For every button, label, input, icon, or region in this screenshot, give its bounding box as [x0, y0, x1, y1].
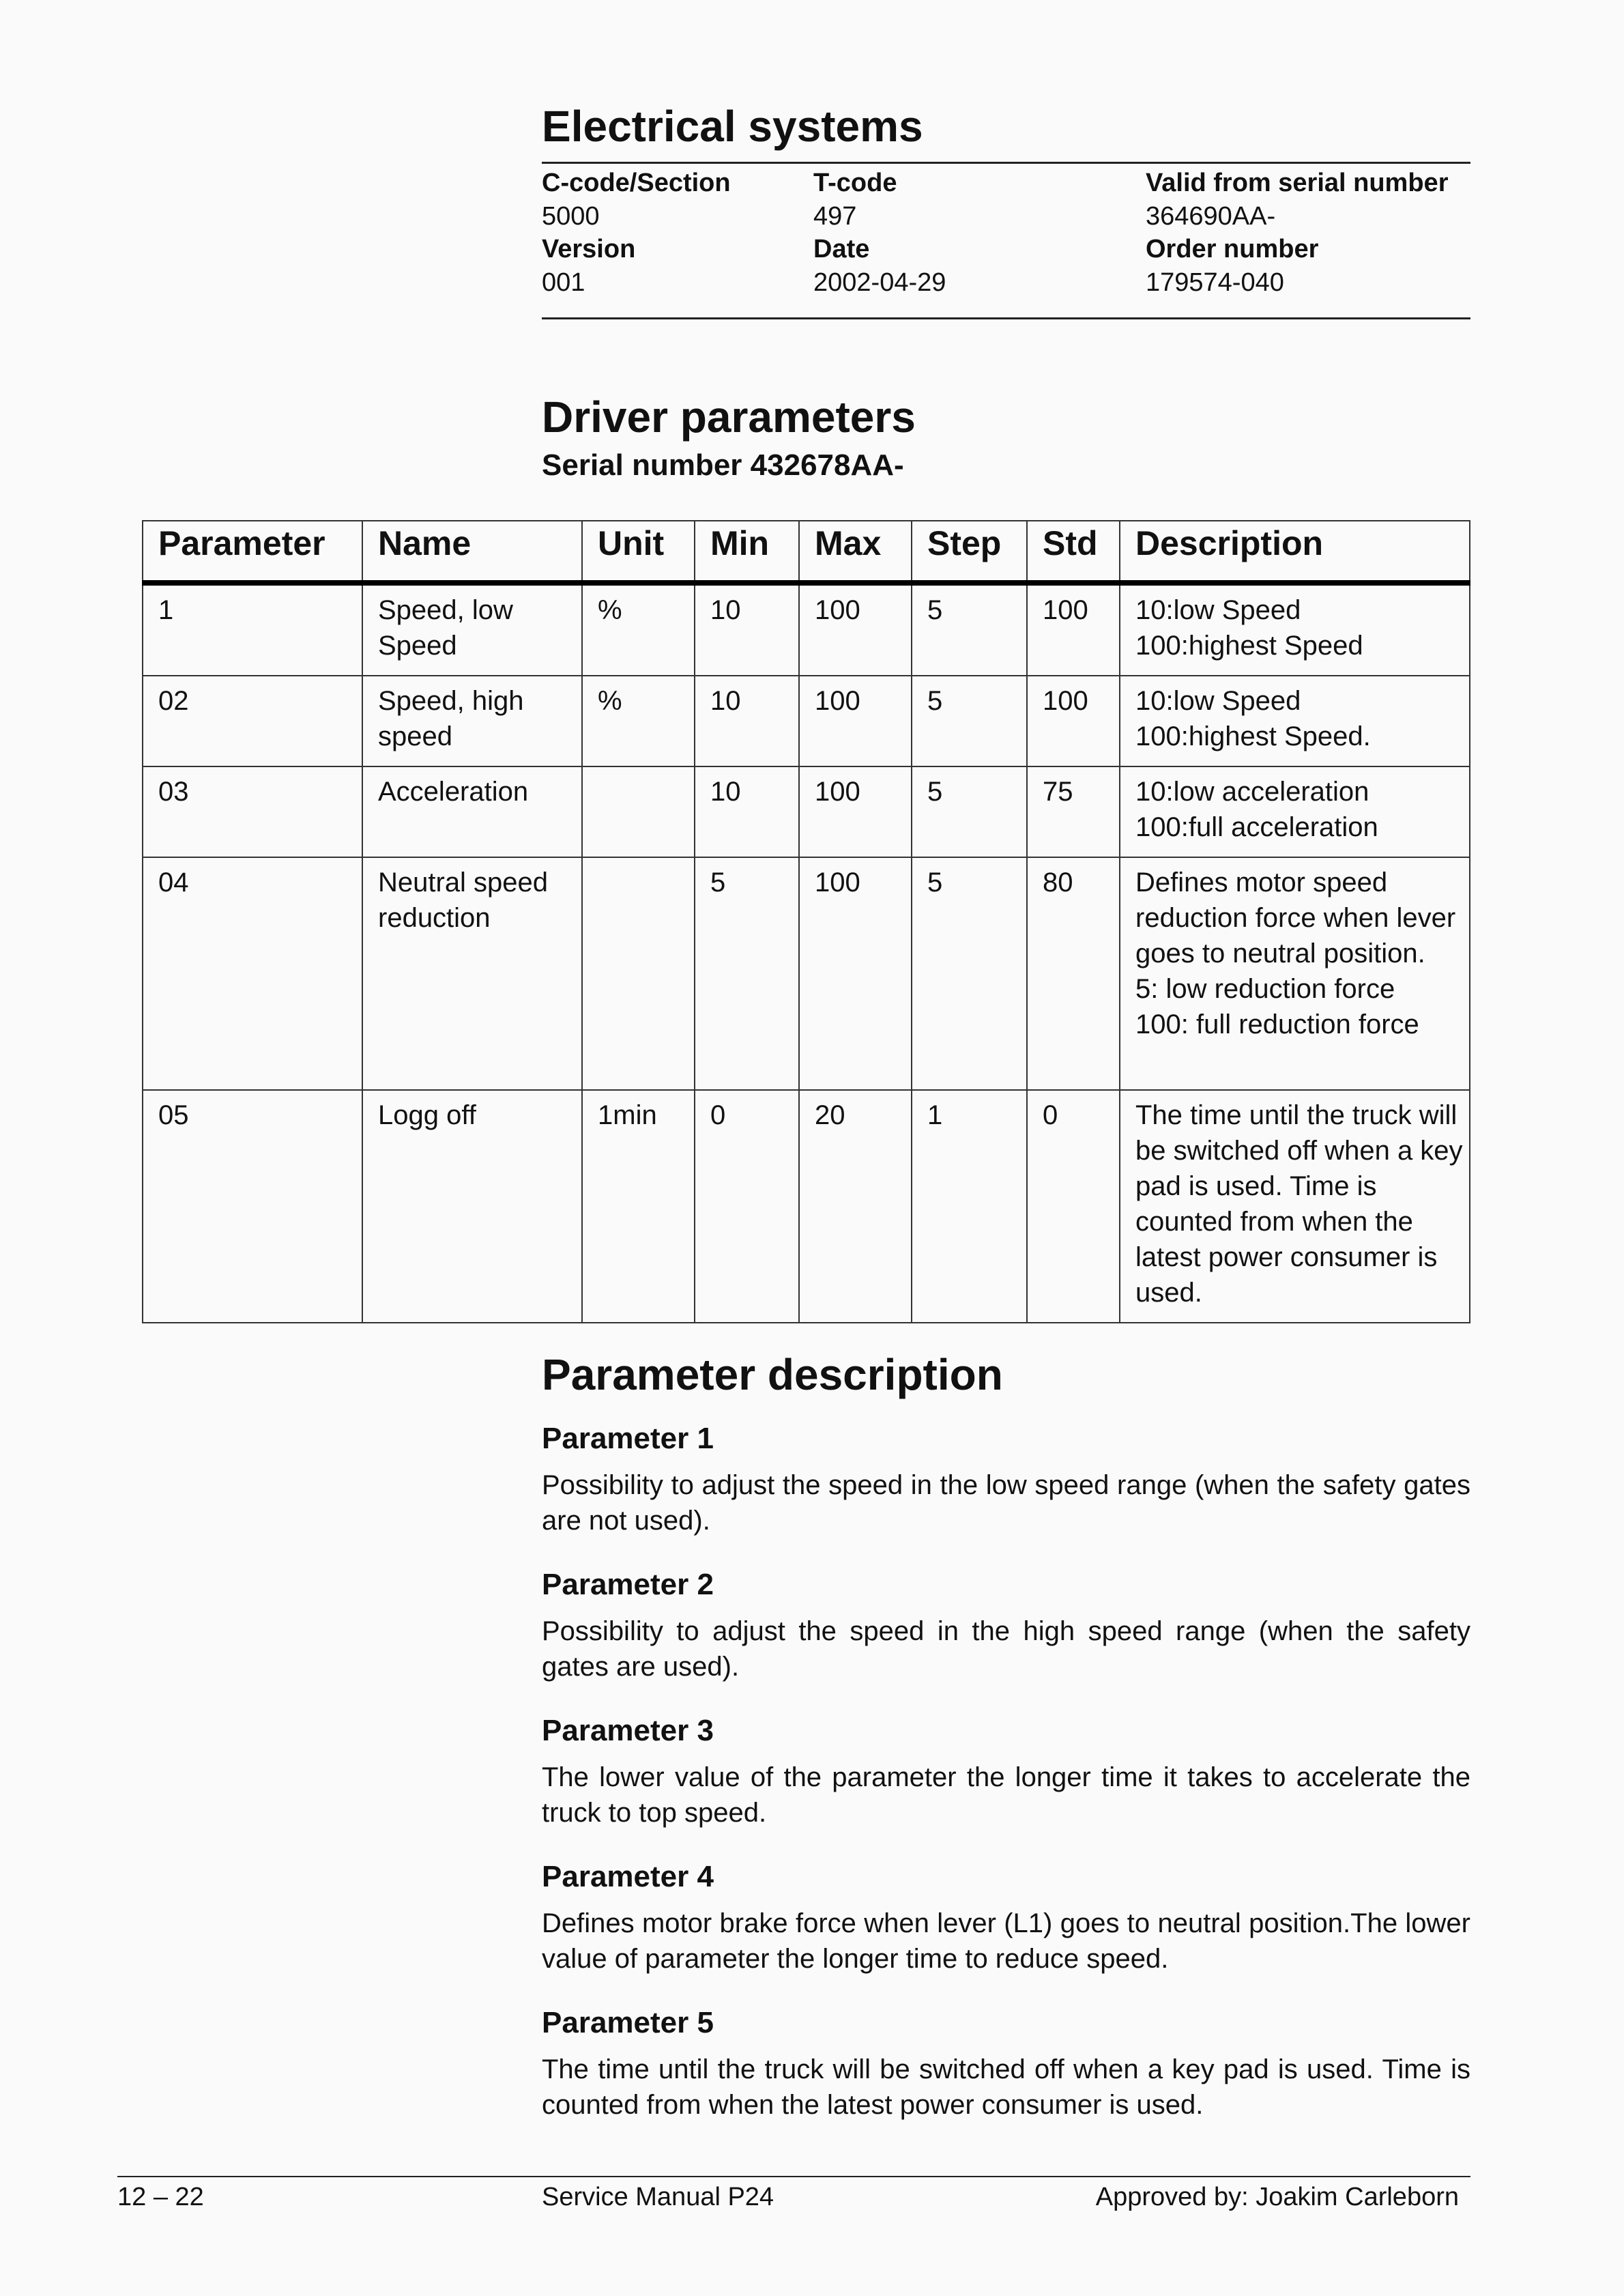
table-cell: Defines motor speed reduction force when lever goes to neutral position. 5: low reduction force 100: full reduction force [1120, 857, 1470, 1090]
section-title: Driver parameters [542, 392, 916, 442]
meta-label: Version [542, 235, 636, 263]
table-cell: 5 [912, 766, 1027, 857]
parameter-block [542, 2005, 1470, 2123]
approved-by: Approved by: Joakim Carleborn [1095, 2183, 1459, 2211]
column-header: Step [912, 521, 1027, 583]
meta-label: C-code/Section [542, 169, 731, 197]
parameter-heading: Parameter 2 [542, 1568, 714, 1601]
meta-value: 2002-04-29 [813, 268, 946, 297]
table-cell: 10:low Speed 100:highest Speed [1120, 583, 1470, 676]
footer-divider [117, 2176, 1470, 2177]
parameter-description [542, 1350, 1470, 2123]
parameter-table [142, 520, 1470, 1323]
meta-value: 497 [813, 201, 857, 231]
divider [542, 317, 1470, 319]
page-number: 12 – 22 [117, 2183, 204, 2211]
parameter-text: Possibility to adjust the speed in the low speed range (when the safety gates are not used). [542, 1470, 1470, 1536]
table-cell: 20 [799, 1090, 912, 1323]
table-cell: Speed, high speed [362, 676, 582, 766]
table-row [143, 583, 1470, 676]
table-cell [582, 766, 695, 857]
parameter-heading: Parameter 1 [542, 1422, 714, 1455]
table-cell: 5 [912, 583, 1027, 676]
column-header: Name [362, 521, 582, 583]
table-cell: 1min [582, 1090, 695, 1323]
table-cell: Logg off [362, 1090, 582, 1323]
table-cell [582, 857, 695, 1090]
column-header: Max [799, 521, 912, 583]
meta-label: Date [813, 235, 870, 263]
table-cell: 10 [695, 583, 799, 676]
table-row [143, 1090, 1470, 1323]
meta-value: 364690AA- [1146, 201, 1276, 231]
parameter-text: The time until the truck will be switched off when a key pad is used. Time is counted from when the latest power consumer is used. [542, 2054, 1470, 2120]
table-cell: 80 [1027, 857, 1120, 1090]
table-cell: 100 [799, 583, 912, 676]
table-cell: Neutral speed reduction [362, 857, 582, 1090]
table-header-row [143, 521, 1470, 583]
meta-label: T-code [813, 169, 897, 197]
table-cell: 100 [1027, 583, 1120, 676]
meta-value: 179574-040 [1146, 268, 1284, 297]
parameter-text: The lower value of the parameter the longer time it takes to accelerate the truck to top speed. [542, 1762, 1470, 1828]
table-cell: 03 [143, 766, 362, 857]
manual-name: Service Manual P24 [542, 2183, 774, 2211]
table-row [143, 676, 1470, 766]
meta-label: Order number [1146, 235, 1319, 263]
table-cell: 10 [695, 766, 799, 857]
column-header: Min [695, 521, 799, 583]
column-header: Description [1120, 521, 1470, 583]
table-cell: 5 [912, 857, 1027, 1090]
table-cell: % [582, 676, 695, 766]
table-cell: 10 [695, 676, 799, 766]
table-cell: 05 [143, 1090, 362, 1323]
parameter-block [542, 1421, 1470, 1538]
table-cell: 100 [799, 766, 912, 857]
serial-number: Serial number 432678AA- [542, 448, 904, 482]
page-title: Electrical systems [542, 102, 923, 151]
table-cell: 04 [143, 857, 362, 1090]
parameter-heading: Parameter 3 [542, 1714, 714, 1747]
table-cell: 5 [912, 676, 1027, 766]
table-cell: 0 [695, 1090, 799, 1323]
table-cell: 100 [799, 857, 912, 1090]
divider [542, 162, 1470, 164]
parameter-block [542, 1859, 1470, 1977]
table-row [143, 857, 1470, 1090]
table-cell: 10:low acceleration 100:full acceleration [1120, 766, 1470, 857]
parameter-heading: Parameter 5 [542, 2006, 714, 2039]
meta-label: Valid from serial number [1146, 169, 1449, 197]
table-cell: Speed, low Speed [362, 583, 582, 676]
parameter-text: Possibility to adjust the speed in the high speed range (when the safety gates are used). [542, 1616, 1470, 1682]
parameter-text: Defines motor brake force when lever (L1) goes to neutral position.The lower value of parameter the longer time to reduce speed. [542, 1908, 1470, 1974]
parameter-heading: Parameter 4 [542, 1860, 714, 1893]
column-header: Std [1027, 521, 1120, 583]
table-cell: 5 [695, 857, 799, 1090]
table-row [143, 766, 1470, 857]
table-cell: 0 [1027, 1090, 1120, 1323]
table-cell: 100 [799, 676, 912, 766]
table-cell: The time until the truck will be switched off when a key pad is used. Time is counted from when the latest power consumer is used. [1120, 1090, 1470, 1323]
column-header: Parameter [143, 521, 362, 583]
table-cell: 10:low Speed 100:highest Speed. [1120, 676, 1470, 766]
table-cell: 02 [143, 676, 362, 766]
description-title: Parameter description [542, 1350, 1003, 1399]
parameter-block [542, 1713, 1470, 1831]
table-cell: 1 [143, 583, 362, 676]
column-header: Unit [582, 521, 695, 583]
parameter-block [542, 1567, 1470, 1684]
table-cell: 1 [912, 1090, 1027, 1323]
meta-value: 5000 [542, 201, 600, 231]
table-cell: Acceleration [362, 766, 582, 857]
table-cell: % [582, 583, 695, 676]
meta-value: 001 [542, 268, 585, 297]
table-cell: 100 [1027, 676, 1120, 766]
table-cell: 75 [1027, 766, 1120, 857]
document-meta [542, 167, 1470, 299]
